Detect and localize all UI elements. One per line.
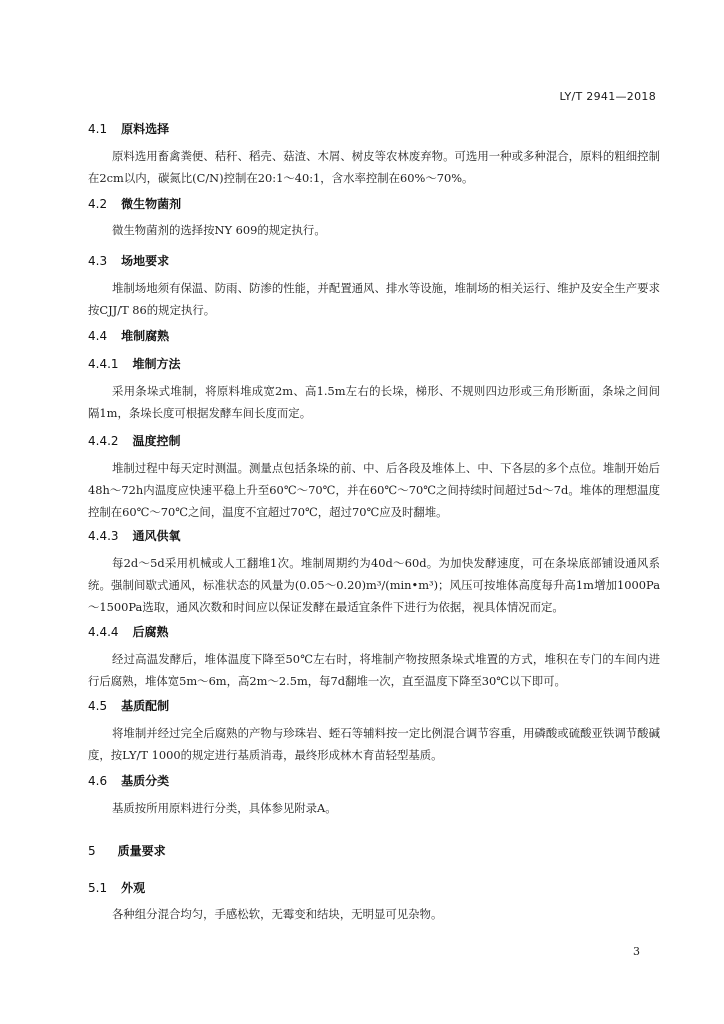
heading-title: 堆制方法 — [132, 357, 181, 371]
heading-4-4 — [88, 327, 169, 344]
standard-code: LY/T 2941—2018 — [559, 90, 656, 103]
heading-number: 4.4.2 — [88, 434, 119, 448]
heading-4-4-3 — [88, 527, 181, 544]
heading-4-4-4 — [88, 623, 169, 640]
paragraph-4-3: 堆制场地须有保温、防雨、防渗的性能，并配置通风、排水等设施，堆制场的相关运行、维护及安全生产要求按CJJ/T 86的规定执行。 — [88, 281, 660, 317]
heading-title: 通风供氧 — [132, 529, 181, 543]
heading-4-2 — [88, 195, 181, 212]
paragraph-4-2: 微生物菌剂的选择按NY 609的规定执行。 — [112, 223, 326, 237]
heading-number: 5.1 — [88, 881, 108, 895]
heading-number: 4.5 — [88, 699, 108, 713]
heading-4-3 — [88, 252, 169, 269]
heading-4-1 — [88, 120, 169, 137]
heading-number: 4.4.4 — [88, 625, 119, 639]
paragraph-4-4-4: 经过高温发酵后，堆体温度下降至50℃左右时，将堆制产物按照条垛式堆置的方式，堆积在专门的车间内进行后腐熟，堆体宽5m～6m，高2m～2.5m，每7d翻堆一次，直至温度下降至30℃以下即可。 — [88, 652, 660, 688]
heading-title: 微生物菌剂 — [121, 197, 182, 211]
heading-4-4-2 — [88, 432, 181, 449]
heading-title: 场地要求 — [121, 254, 170, 268]
heading-number: 5 — [88, 844, 96, 858]
paragraph-4-1: 原料选用畜禽粪便、秸秆、稻壳、菇渣、木屑、树皮等农林废弃物。可选用一种或多种混合，原料的粗细控制在2cm以内，碳氮比(C/N)控制在20:1～40:1，含水率控制在60%～70%。 — [88, 149, 660, 185]
heading-title: 堆制腐熟 — [121, 329, 170, 343]
heading-4-5 — [88, 697, 169, 714]
paragraph-4-4-3: 每2d～5d采用机械或人工翻堆1次。堆制周期约为40d～60d。为加快发酵速度，可在条垛底部铺设通风系统。强制间歇式通风，标准状态的风量为(0.05～0.20)m³/(min•m³)；风压可按堆体高度每升高1m增加1000Pa～1500Pa选取，通风次数和时间应以保证发酵在最适宜条件下进行为依据，视具体情况而定。 — [88, 556, 660, 614]
heading-title: 基质分类 — [121, 774, 170, 788]
heading-number: 4.4 — [88, 329, 108, 343]
heading-5-1 — [88, 879, 145, 896]
paragraph-5-1: 各种组分混合均匀，手感松软，无霉变和结块，无明显可见杂物。 — [112, 907, 443, 921]
heading-number: 4.6 — [88, 774, 108, 788]
heading-number: 4.4.3 — [88, 529, 119, 543]
heading-5 — [88, 842, 166, 859]
heading-number: 4.4.1 — [88, 357, 119, 371]
paragraph-4-4-2: 堆制过程中每天定时测温。测量点包括条垛的前、中、后各段及堆体上、中、下各层的多个点位。堆制开始后48h～72h内温度应快速平稳上升至60℃～70℃，并在60℃～70℃之间持续时间超过5d～7d。堆体的理想温度控制在60℃～70℃之间，温度不宜超过70℃，超过70℃应及时翻堆。 — [88, 461, 660, 519]
heading-title: 温度控制 — [132, 434, 181, 448]
heading-title: 后腐熟 — [132, 625, 169, 639]
heading-number: 4.2 — [88, 197, 108, 211]
heading-title: 基质配制 — [121, 699, 170, 713]
heading-title: 外观 — [121, 881, 146, 895]
paragraph-4-6: 基质按所用原料进行分类，具体参见附录A。 — [112, 801, 337, 815]
paragraph-4-5: 将堆制并经过完全后腐熟的产物与珍珠岩、蛭石等辅料按一定比例混合调节容重，用磷酸或硫酸亚铁调节酸碱度，按LY/T 1000的规定进行基质消毒，最终形成林木育苗轻型基质。 — [88, 726, 660, 762]
heading-title: 质量要求 — [117, 844, 166, 858]
heading-title: 原料选择 — [121, 122, 170, 136]
heading-4-4-1 — [88, 355, 181, 372]
paragraph-4-4-1: 采用条垛式堆制，将原料堆成宽2m、高1.5m左右的长垛，梯形、不规则四边形或三角形断面，条垛之间间隔1m，条垛长度可根据发酵车间长度而定。 — [88, 384, 660, 420]
page-number: 3 — [633, 945, 640, 958]
heading-4-6 — [88, 772, 169, 789]
heading-number: 4.3 — [88, 254, 108, 268]
heading-number: 4.1 — [88, 122, 108, 136]
